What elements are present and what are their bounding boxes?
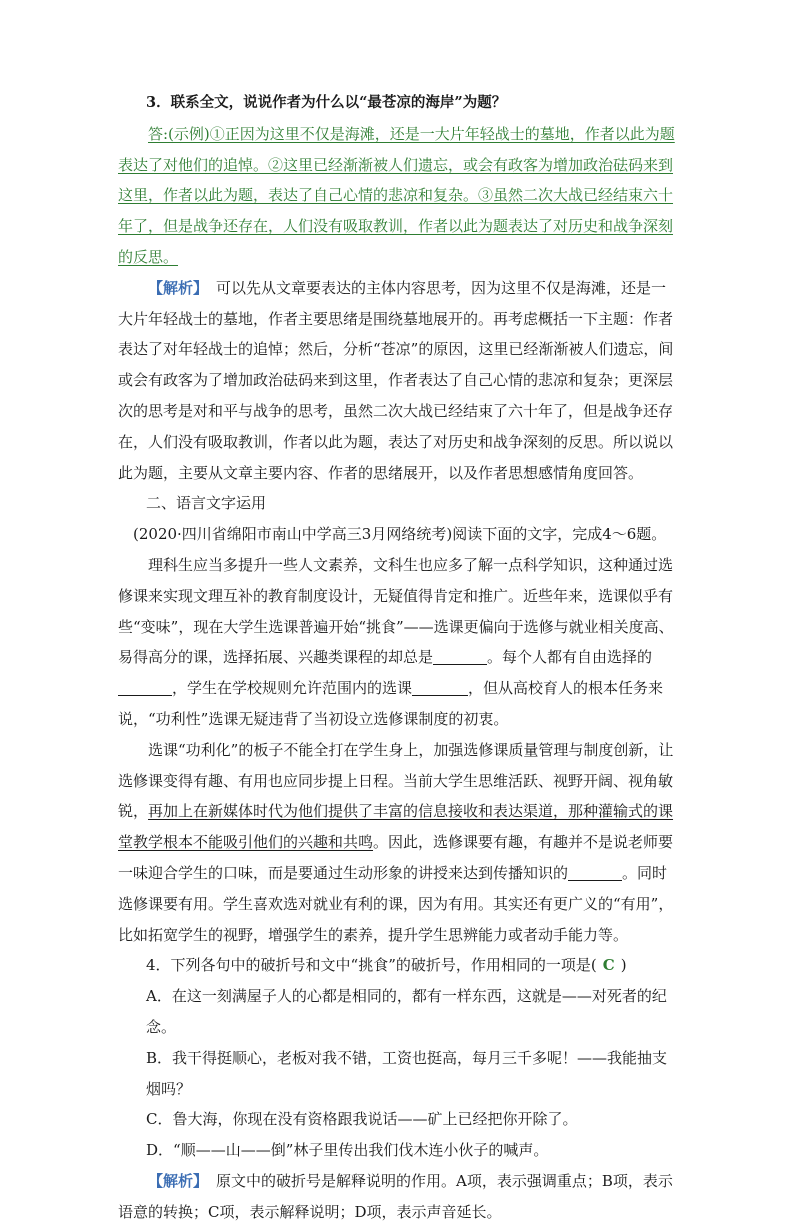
analysis-tag: 【解析】	[148, 278, 209, 297]
underlined-sentence: 再加上在新媒体时代为他们提供了丰富的信息接收和表达渠道，那种灌输式的课堂教学根本不能吸引他们的兴趣和共鸣	[118, 802, 674, 852]
section-source: (2020·四川省绵阳市南山中学高三3月网络统考)阅读下面的文字，完成4～6题。	[133, 525, 667, 544]
answer-mark: C	[602, 956, 615, 975]
option-a: A．在这一刻满屋子人的心都是相同的，都有一样东西，这就是——对死者的纪念。	[146, 987, 667, 1036]
question-4-stem	[146, 950, 678, 981]
passage-text: 选课“功利化”的板子不能全打在学生身上，加强选修课质量管理与制度创新，让选修课变得有趣、有用也应同步提上日程。当前大学生思维活跃、视野开阔、视角敏锐，	[118, 740, 674, 821]
fill-blank-3	[412, 680, 468, 696]
passage-text: 理科生应当多提升一些人文素养，文科生也应多了解一点科学知识，这种通过选修课来实现文理互补的教育制度设计，无疑值得肯定和推广。近些年来，选课似乎有些“变味”，现在大学生选课普遍开始“挑食”——选课更偏向于选修与就业相关度高、易得高分的课，选择拓展、兴趣类课程的却总是	[118, 555, 674, 667]
fill-blank-1	[433, 649, 487, 665]
analysis-tag: 【解析】	[148, 1171, 209, 1190]
question-stem-text: 4．下列各句中的破折号和文中“挑食”的破折号，作用相同的一项是(	[146, 956, 597, 975]
fill-blank-4	[568, 865, 622, 881]
question-3-answer: 答:(示例)①正因为这里不仅是海滩，还是一大片年轻战士的墓地，作者以此为题表达了对他们的追悼。②这里已经渐渐被人们遗忘，或会有政客为增加政治砝码来到这里，作者以此为题，表达了自己心情的悲凉和复杂。③虽然二次大战已经结束六十年了，但是战争还存在，人们没有吸取教训，作者以此为题表达了对历史和战争深刻的反思。	[118, 124, 675, 266]
analysis-text: 可以先从文章要表达的主体内容思考，因为这里不仅是海滩，还是一大片年轻战士的墓地，作者主要思绪是围绕墓地展开的。再考虑概括一下主题：作者表达了对年轻战士的追悼；然后，分析“苍凉”的原因，这里已经渐渐被人们遗忘，间或会有政客为了增加政治砝码来到这里，作者表达了自己心情的悲凉和复杂；更深层次的思考是对和平与战争的思考，虽然二次大战已经结束了六十年了，但是战争还存在，人们没有吸取教训，作者以此为题，表达了对历史和战争深刻的反思。所以说以此为题，主要从文章主要内容、作者的思绪展开，以及作者思想感情角度回答。	[118, 278, 674, 482]
question-stem-close: )	[620, 956, 627, 975]
analysis-text: 原文中的破折号是解释说明的作用。A项，表示强调重点；B项，表示语意的转换；C项，表示解释说明；D项，表示声音延长。	[118, 1171, 673, 1221]
passage-text: ，但从高校育人的根本任务来说，“功利性”选课无疑违背了当初设立选修课制度的初衷。	[118, 679, 664, 728]
document-body	[118, 88, 678, 1227]
section-heading: 二、语言文字运用	[146, 494, 267, 513]
passage-text: 。同时选修课要有用。学生喜欢选对就业有利的课，因为有用。其实还有更广义的“有用”，比如拓宽学生的视野，增强学生的素养，提升学生思辨能力或者动手能力等。	[118, 863, 674, 944]
option-d: D．“顺——山——倒”林子里传出我们伐木连小伙子的喊声。	[146, 1141, 549, 1160]
passage-text: 。每个人都有自由选择的	[487, 648, 653, 667]
question-3-analysis	[118, 273, 678, 489]
passage-paragraph-2	[118, 735, 678, 951]
passage-paragraph-1	[118, 550, 678, 735]
passage-text: ，学生在学校规则允许范围内的选课	[172, 679, 413, 698]
option-b: B．我干得挺顺心，老板对我不错，工资也挺高，每月三千多呢！——我能抽支烟吗？	[146, 1048, 668, 1098]
passage-text: 。因此，选修课要有趣，有趣并不是说老师要一味迎合学生的口味，而是要通过生动形象的讲授来达到传播知识的	[118, 833, 674, 882]
question-3-title: 3．联系全文，说说作者为什么以“最苍凉的海岸”为题？	[146, 94, 507, 111]
fill-blank-2	[118, 680, 172, 696]
option-c: C．鲁大海，你现在没有资格跟我说话——矿上已经把你开除了。	[146, 1110, 578, 1129]
question-4-analysis	[118, 1166, 678, 1227]
